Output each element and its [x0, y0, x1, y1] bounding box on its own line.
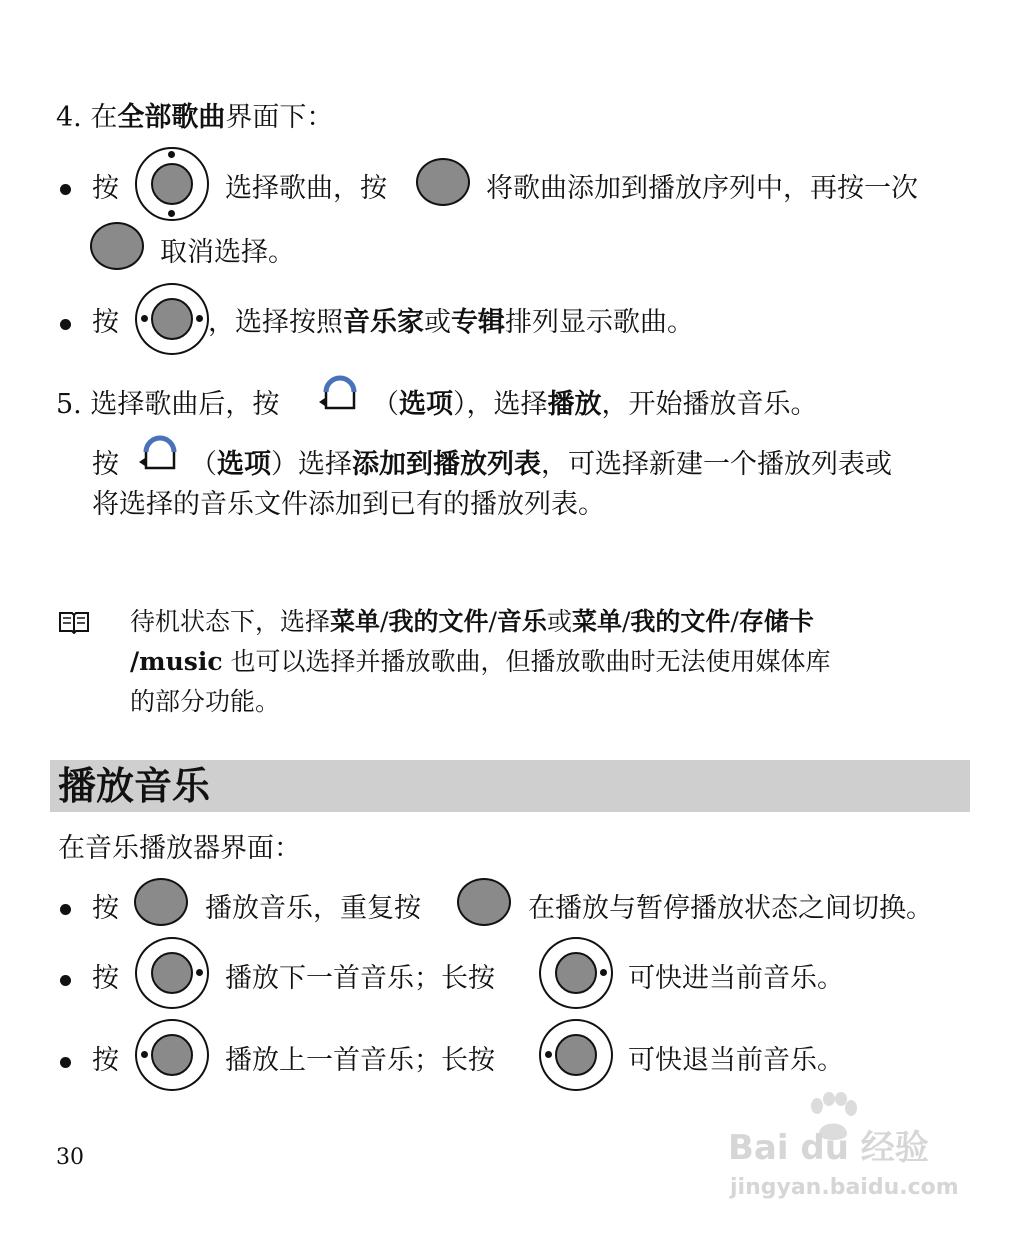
bullet1-text3: 取消选择。 — [160, 237, 295, 268]
options-key-icon — [318, 368, 362, 412]
section-intro: 在音乐播放器界面： — [58, 833, 301, 864]
step5-line2: （选项）选择添加到播放列表，可选择新建一个播放列表或 — [190, 449, 892, 480]
nav-wheel-leftright-icon — [135, 283, 209, 355]
press-label: 按 — [92, 893, 119, 924]
watermark-url: jingyan.baidu.com — [730, 1175, 959, 1200]
book-icon — [58, 610, 90, 634]
s1-text2: 在播放与暂停播放状态之间切换。 — [528, 893, 933, 924]
page-number: 30 — [56, 1145, 84, 1170]
center-key-icon — [416, 158, 470, 206]
nav-wheel-updown-icon — [135, 147, 209, 221]
bullet2-text: ，选择按照音乐家或专辑排列显示歌曲。 — [208, 307, 694, 338]
bullet — [60, 904, 71, 915]
bullet — [60, 975, 71, 986]
note-line2: /music 也可以选择并播放歌曲，但播放歌曲时无法使用媒体库 — [130, 647, 831, 676]
note-line3: 的部分功能。 — [130, 687, 281, 716]
s3-text1: 播放上一首音乐；长按 — [225, 1045, 495, 1076]
center-key-icon — [134, 878, 188, 926]
bullet — [60, 184, 71, 195]
section-heading: 播放音乐 — [58, 764, 211, 808]
step4-line: 4. 在全部歌曲界面下： — [56, 102, 334, 133]
options-key-icon — [138, 428, 182, 472]
note-line1: 待机状态下，选择菜单/我的文件/音乐或菜单/我的文件/存储卡 — [130, 607, 814, 636]
s2-text2: 可快进当前音乐。 — [628, 963, 844, 994]
nav-wheel-right-icon — [135, 937, 209, 1009]
nav-wheel-left-icon — [135, 1019, 209, 1091]
bullet — [60, 1057, 71, 1068]
s1-text1: 播放音乐，重复按 — [205, 893, 421, 924]
bullet1-text2: 将歌曲添加到播放序列中，再按一次 — [486, 173, 918, 204]
press-label: 按 — [92, 173, 119, 204]
s3-text2: 可快退当前音乐。 — [628, 1045, 844, 1076]
nav-wheel-left-icon — [539, 1019, 613, 1091]
press-label: 按 — [92, 307, 119, 338]
step5-line3: 将选择的音乐文件添加到已有的播放列表。 — [92, 489, 605, 520]
s2-text1: 播放下一首音乐；长按 — [225, 963, 495, 994]
nav-wheel-right-icon — [539, 937, 613, 1009]
watermark-brand: Bai du 经验 — [728, 1128, 929, 1168]
press-label: 按 — [92, 1045, 119, 1076]
center-key-icon — [90, 222, 144, 270]
step5-line1-left: 5. 选择歌曲后，按 — [56, 389, 280, 420]
center-key-icon — [457, 878, 511, 926]
step5-line1-right: （选项），选择播放，开始播放音乐。 — [372, 389, 818, 420]
bullet — [60, 319, 71, 330]
press-label: 按 — [92, 963, 119, 994]
press-label: 按 — [92, 449, 119, 480]
bullet1-text1: 选择歌曲，按 — [225, 173, 387, 204]
